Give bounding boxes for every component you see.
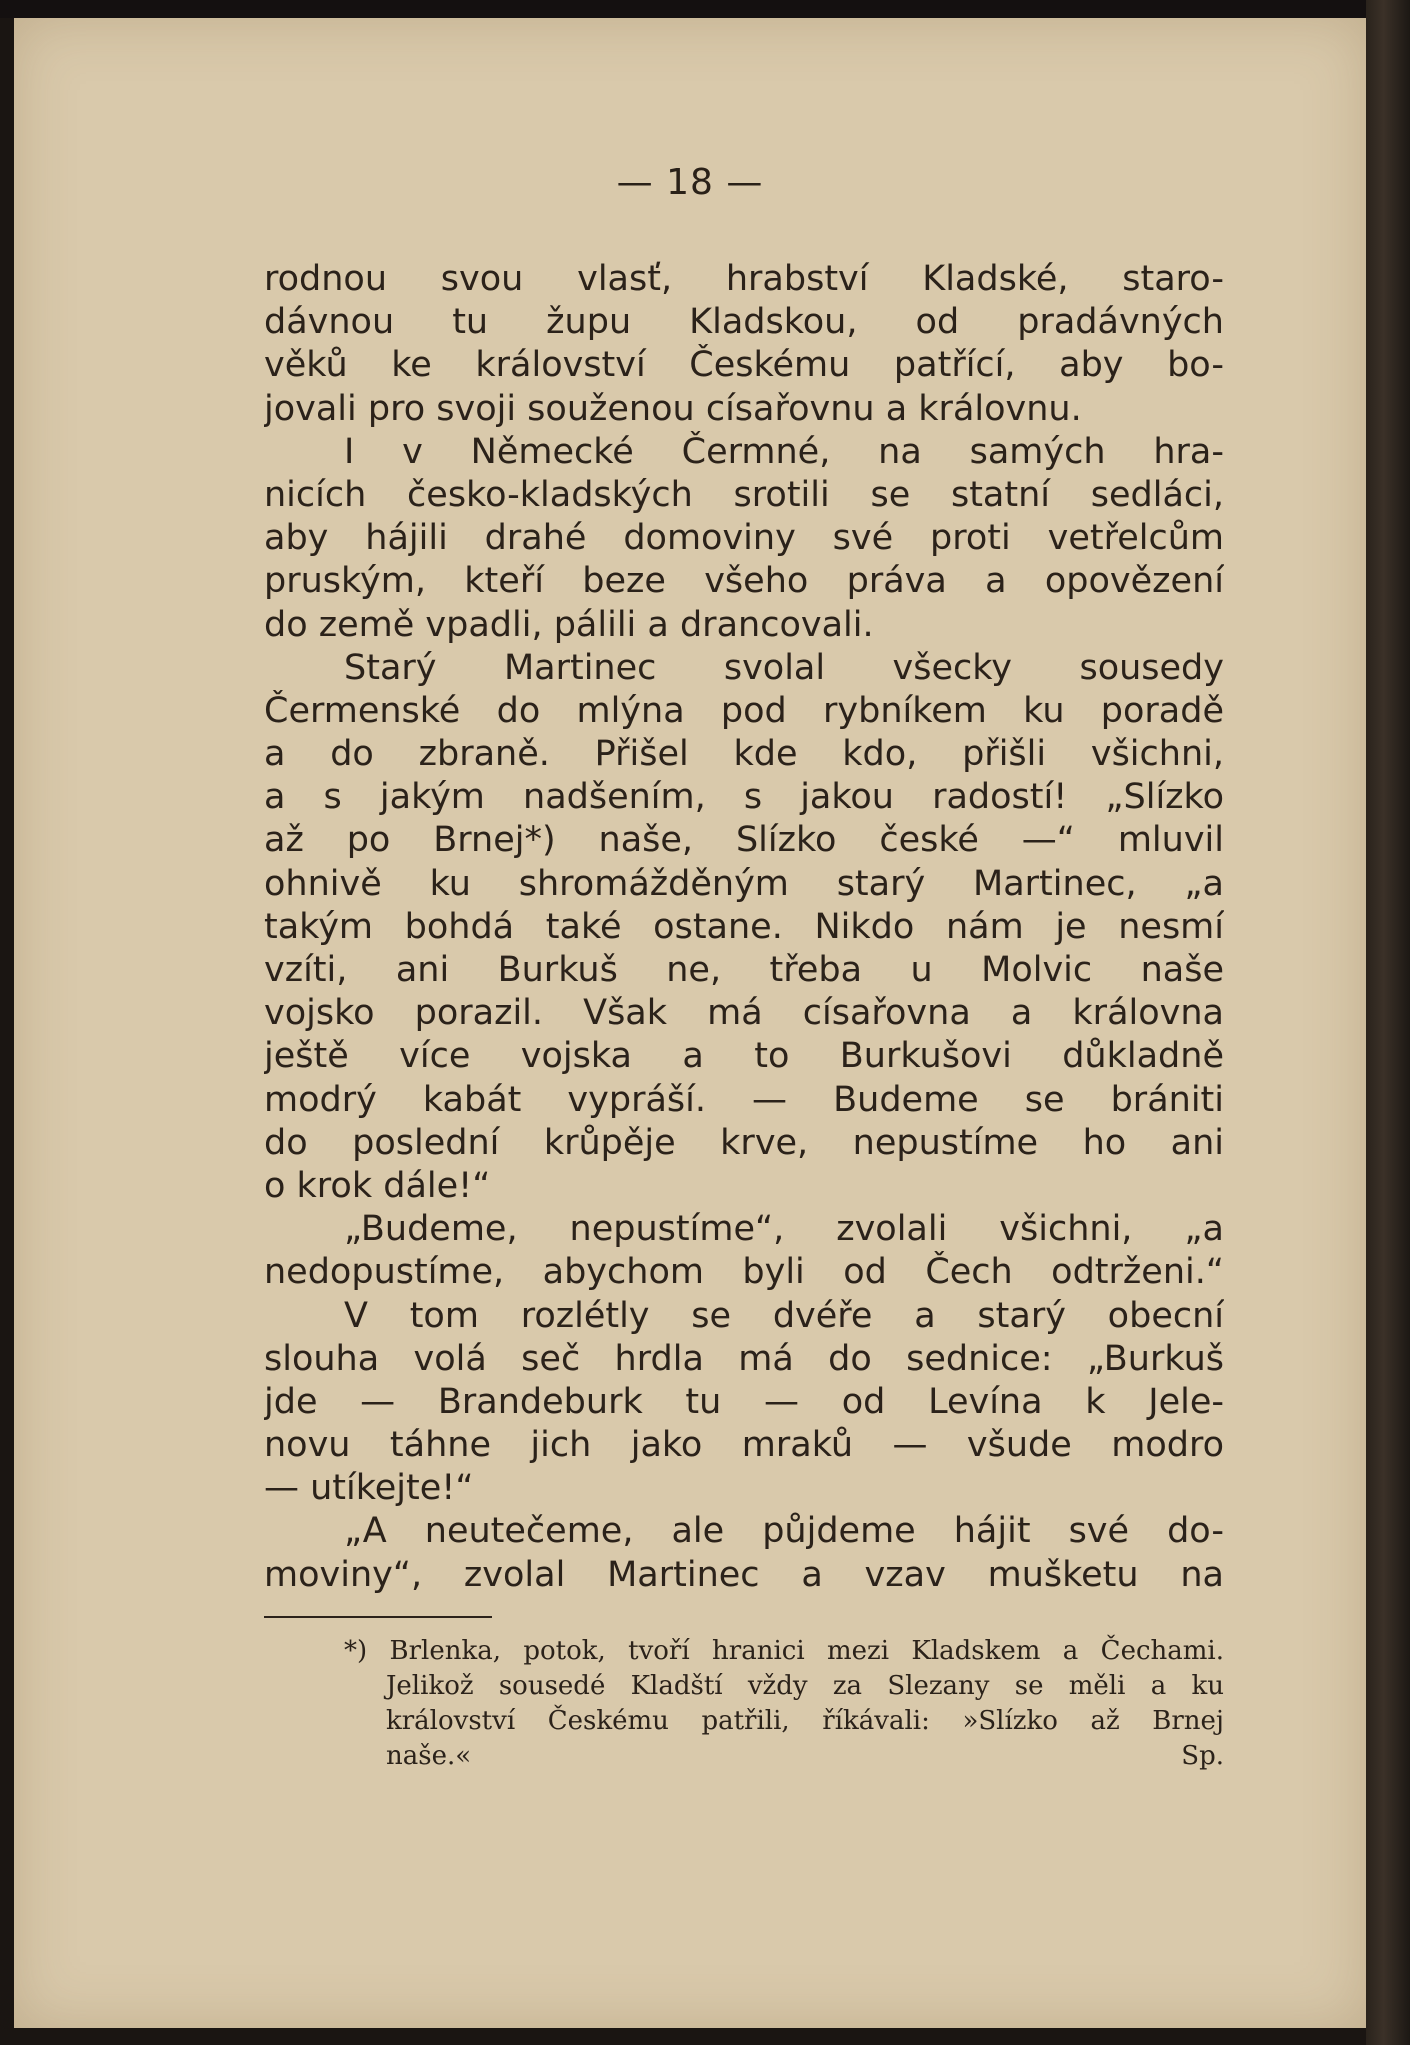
text-line: novu táhne jich jako mraků — všude modro [264,1425,1224,1466]
footnote-line: království Českému patřili, říkávali: »Slízko až Brnej [386,1706,1224,1736]
page-number: — 18 — [616,162,764,203]
book-page [14,18,1366,2028]
text-line: „A neutečeme, ale půjdeme hájit své do- [344,1511,1224,1552]
footnote-line: naše.« Sp. [386,1741,1224,1771]
text-line: až po Brnej*) naše, Slízko české —“ mluvil [264,820,1224,861]
text-line: jde — Brandeburk tu — od Levína k Jele- [264,1381,1224,1422]
body-text [264,258,1224,1597]
text-line: do země vpadli, pálili a drancovali. [264,604,874,645]
text-line: I v Německé Čermné, na samých hra- [344,431,1224,472]
book-spine-edge [1366,0,1410,2045]
text-line: jovali pro svoji souženou císařovnu a královnu. [264,388,1082,429]
text-line: „Budeme, nepustíme“, zvolali všichni, „a [344,1209,1224,1250]
text-line: ohnivě ku shromážděným starý Martinec, „a [264,863,1224,904]
text-line: Starý Martinec svolal všecky sousedy [344,647,1224,688]
text-line: nedopustíme, abychom byli od Čech odtrženi.“ [264,1252,1224,1293]
text-line: moviny“, zvolal Martinec a vzav mušketu na [264,1554,1224,1595]
text-line: dávnou tu župu Kladskou, od pradávných [264,302,1224,343]
footnote [264,1634,1224,1774]
footnote-line: Jelikož sousedé Kladští vždy za Slezany se měli a ku [386,1671,1224,1701]
text-line: věků ke království Českému patřící, aby bo- [264,345,1224,386]
text-line: — utíkejte!“ [264,1468,474,1509]
text-line: ještě více vojska a to Burkušovi důkladně [264,1036,1224,1077]
text-line: a do zbraně. Přišel kde kdo, přišli všichni, [264,734,1224,775]
text-line: modrý kabát vypráší. — Budeme se brániti [264,1079,1224,1120]
footnote-separator [264,1616,492,1618]
text-line: o krok dále!“ [264,1165,491,1206]
footnote-line: *) Brlenka, potok, tvoří hranici mezi Kladskem a Čechami. [344,1636,1224,1666]
text-line: Čermenské do mlýna pod rybníkem ku poradě [264,690,1224,731]
text-line: aby hájili drahé domoviny své proti vetřelcům [264,518,1224,559]
text-line: a s jakým nadšením, s jakou radostí! „Slízko [264,777,1224,818]
text-line: vojsko porazil. Však má císařovna a královna [264,993,1224,1034]
text-line: do poslední krůpěje krve, nepustíme ho ani [264,1122,1224,1163]
text-line: vzíti, ani Burkuš ne, třeba u Molvic naše [264,950,1224,990]
text-line: takým bohdá také ostane. Nikdo nám je nesmí [264,906,1224,947]
text-line: nicích česko-kladských srotili se statní sedláci, [264,474,1224,515]
text-line: slouha volá seč hrdla má do sednice: „Burkuš [264,1338,1224,1379]
text-line: rodnou svou vlasť, hrabství Kladské, staro- [264,259,1224,299]
scan-top-edge [0,0,1410,18]
text-line: V tom rozlétly se dvéře a starý obecní [344,1295,1224,1336]
text-line: pruským, kteří beze všeho práva a opovězení [264,561,1224,602]
